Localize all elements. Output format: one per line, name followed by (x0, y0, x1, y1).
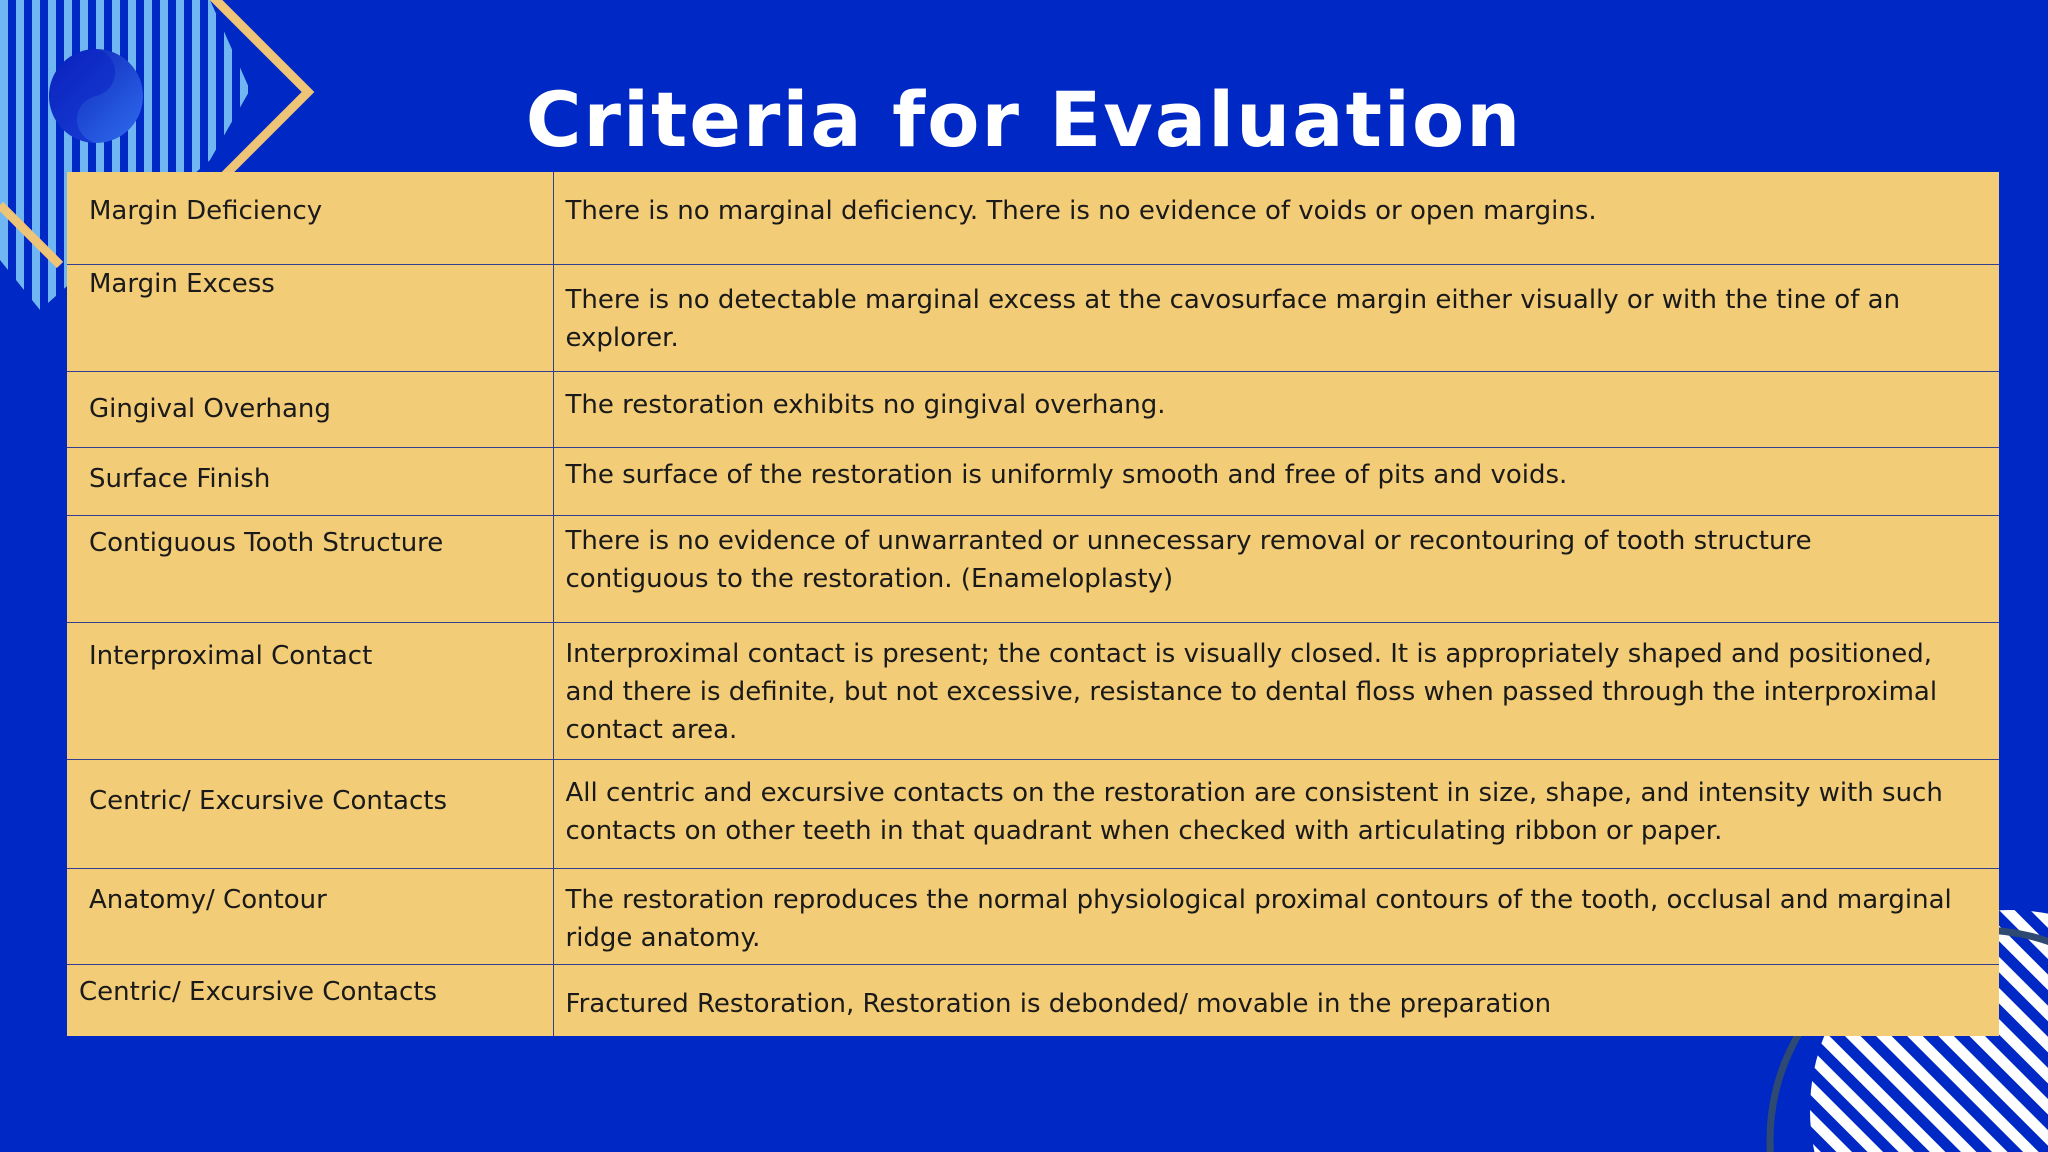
table-row (67, 868, 1999, 964)
description-cell: The restoration reproduces the normal physiological proximal contours of the tooth, occlusal and marginal ridge anatomy. (553, 868, 1999, 964)
description-cell: There is no detectable marginal excess at the cavosurface margin either visually or with the tine of an explorer. (553, 264, 1999, 371)
table-row (67, 447, 1999, 515)
criterion-cell: Margin Deficiency (67, 172, 553, 264)
criterion-cell: Contiguous Tooth Structure (67, 515, 553, 622)
criterion-cell: Centric/ Excursive Contacts (67, 759, 553, 868)
table-row (67, 964, 1999, 1036)
description-cell: All centric and excursive contacts on the restoration are consistent in size, shape, and intensity with such contacts on other teeth in that quadrant when checked with articulating ribbon or paper. (553, 759, 1999, 868)
table-row (67, 515, 1999, 622)
table-row (67, 759, 1999, 868)
description-cell: Fractured Restoration, Restoration is debonded/ movable in the preparation (553, 964, 1999, 1036)
description-cell: There is no evidence of unwarranted or unnecessary removal or recontouring of tooth structure contiguous to the restoration. (Enameloplasty) (553, 515, 1999, 622)
criterion-cell: Anatomy/ Contour (67, 868, 553, 964)
criterion-cell: Surface Finish (67, 447, 553, 515)
table-row (67, 172, 1999, 264)
criteria-table (67, 172, 1999, 1036)
slide-title: Criteria for Evaluation (525, 75, 1523, 164)
criterion-cell: Gingival Overhang (67, 371, 553, 447)
description-cell: There is no marginal deficiency. There is no evidence of voids or open margins. (565, 196, 1597, 226)
table-row (67, 371, 1999, 447)
table-row (67, 264, 1999, 371)
criterion-cell: Interproximal Contact (67, 622, 553, 759)
criterion-cell: Centric/ Excursive Contacts (67, 964, 553, 1036)
description-cell: The surface of the restoration is uniformly smooth and free of pits and voids. (553, 447, 1999, 515)
table-row (67, 622, 1999, 759)
description-cell: Interproximal contact is present; the contact is visually closed. It is appropriately shaped and positioned, and there is definite, but not excessive, resistance to dental floss when passed through the interproximal contact area. (553, 622, 1999, 759)
description-cell: The restoration exhibits no gingival overhang. (553, 371, 1999, 447)
criteria-table-container (67, 172, 1999, 1036)
criterion-cell: Margin Excess (67, 264, 553, 371)
